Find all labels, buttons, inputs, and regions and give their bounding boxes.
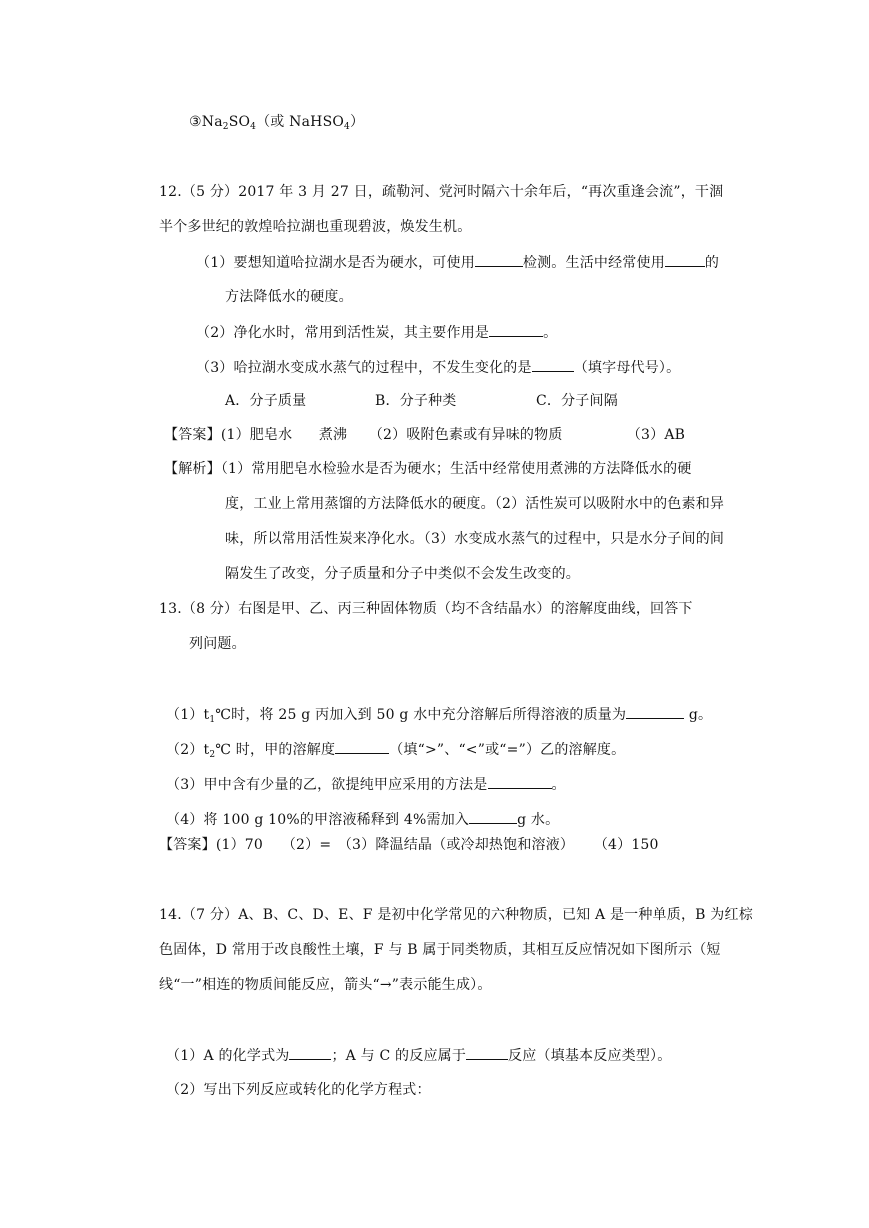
q12-part2: （2）净化水时，常用到活性炭，其主要作用是 。 — [196, 322, 557, 343]
q13-answer: 【答案】(1）70 （2）= （3）降温结晶（或冷却热饱和溶液） （4）150 — [159, 837, 659, 853]
option-b: B．分子种类 — [375, 393, 457, 409]
subscript: 4 — [250, 122, 257, 132]
answer-blank — [335, 739, 389, 754]
answer-blank — [488, 774, 552, 789]
answer-tag: 【答案】 — [159, 837, 216, 853]
q13-part1: $(1)t_1℃$时，将 25 g 丙加入到 50 g 水中充分溶解后所得溶液的质量为 g。 — [166, 704, 712, 730]
q12-options — [225, 391, 618, 411]
q14-heading-line-1: 14.（7 分）A、B、C、D、E、F 是初中化学常见的六种物质，已知 A 是一种单质，B 为红棕 — [159, 907, 753, 923]
q13-part2: $(2)t_2℃$ 时，甲的溶解度 （填“>”、“<”或“=”）乙的溶解度。 — [166, 739, 625, 765]
answer-blank — [489, 322, 543, 337]
q12-part1: （1）要想知道哈拉湖水是否为硬水，可使用 检测。生活中经常使用 的 — [196, 252, 719, 273]
q14-part2: （2）写出下列反应或转化的化学方程式： — [166, 1082, 431, 1098]
answer-blank — [626, 704, 684, 719]
q14-part1: （1）A 的化学式为 ；A 与 C 的反应属于 反应（填基本反应类型）。 — [166, 1045, 671, 1066]
q12-heading-line-1: 12.（5 分）2017 年 3 月 27 日，疏勒河、党河时隔六十余年后，“再次重逢会流”，干涸 — [159, 184, 724, 200]
q13-heading-line-1: 13.（8 分）右图是甲、乙、丙三种固体物质（均不含结晶水）的溶解度曲线，回答下 — [159, 601, 693, 617]
formula-text: SO — [228, 114, 251, 130]
subscript: 4 — [344, 122, 350, 132]
answer-blank — [532, 357, 574, 372]
q12-heading-line-2: 半个多世纪的敦煌哈拉湖也重现碧波，焕发生机。 — [159, 219, 472, 235]
q12-explanation-3: 味，所以常用活性炭来净化水。（3）水变成水蒸气的过程中，只是水分子间的间 — [225, 531, 725, 547]
subscript: 2 — [209, 750, 216, 760]
answer-blank — [466, 1045, 508, 1060]
answer-blank — [289, 1045, 331, 1060]
q12-explanation-1: 【解析】（1）常用肥皂水检验水是否为硬水；生活中经常使用煮沸的方法降低水的硬 — [164, 461, 692, 477]
q13-part4: （4）将 100 g 10%的甲溶液稀释到 4%需加入 g 水。 — [166, 809, 559, 830]
formula-text: Na — [201, 114, 223, 130]
q12-answer: 【答案】(1）肥皂水 煮沸 （2）吸附色素或有异味的物质 （3）AB — [164, 427, 686, 443]
option-a: A．分子质量 — [225, 393, 307, 409]
circled-number: ③ — [189, 114, 202, 130]
q12-part3: （3）哈拉湖水变成水蒸气的过程中，不发生变化的是 （填字母代号）。 — [196, 357, 680, 378]
formula-text: （或 NaHSO — [256, 114, 345, 130]
q12-explanation-2: 度，工业上常用蒸馏的方法降低水的硬度。（2）活性炭可以吸附水中的色素和异 — [225, 496, 725, 512]
answer-blank — [665, 252, 705, 267]
formula-text: ） — [349, 114, 365, 130]
q14-heading-line-3: 线“一”相连的物质间能反应，箭头“→”表示能生成）。 — [159, 977, 492, 993]
answer-blank — [475, 252, 523, 267]
top-answer-line — [189, 112, 364, 137]
answer-blank — [469, 809, 517, 824]
subscript: 1 — [209, 715, 216, 725]
answer-tag: 【答案】 — [164, 427, 221, 443]
q13-heading-line-2: 列问题。 — [189, 636, 246, 652]
q14-heading-line-2: 色固体，D 常用于改良酸性土壤，F 与 B 属于同类物质，其相互反应情况如下图所示（短 — [159, 942, 721, 958]
option-c: C．分子间隔 — [536, 393, 618, 409]
q13-part3: （3）甲中含有少量的乙，欲提纯甲应采用的方法是 。 — [166, 774, 566, 795]
q12-explanation-4: 隔发生了改变，分子质量和分子中类似不会发生改变的。 — [225, 566, 580, 582]
subscript: 2 — [222, 122, 229, 132]
q12-part1-cont: 方法降低水的硬度。 — [225, 289, 353, 305]
explanation-tag: 【解析】 — [164, 461, 221, 477]
